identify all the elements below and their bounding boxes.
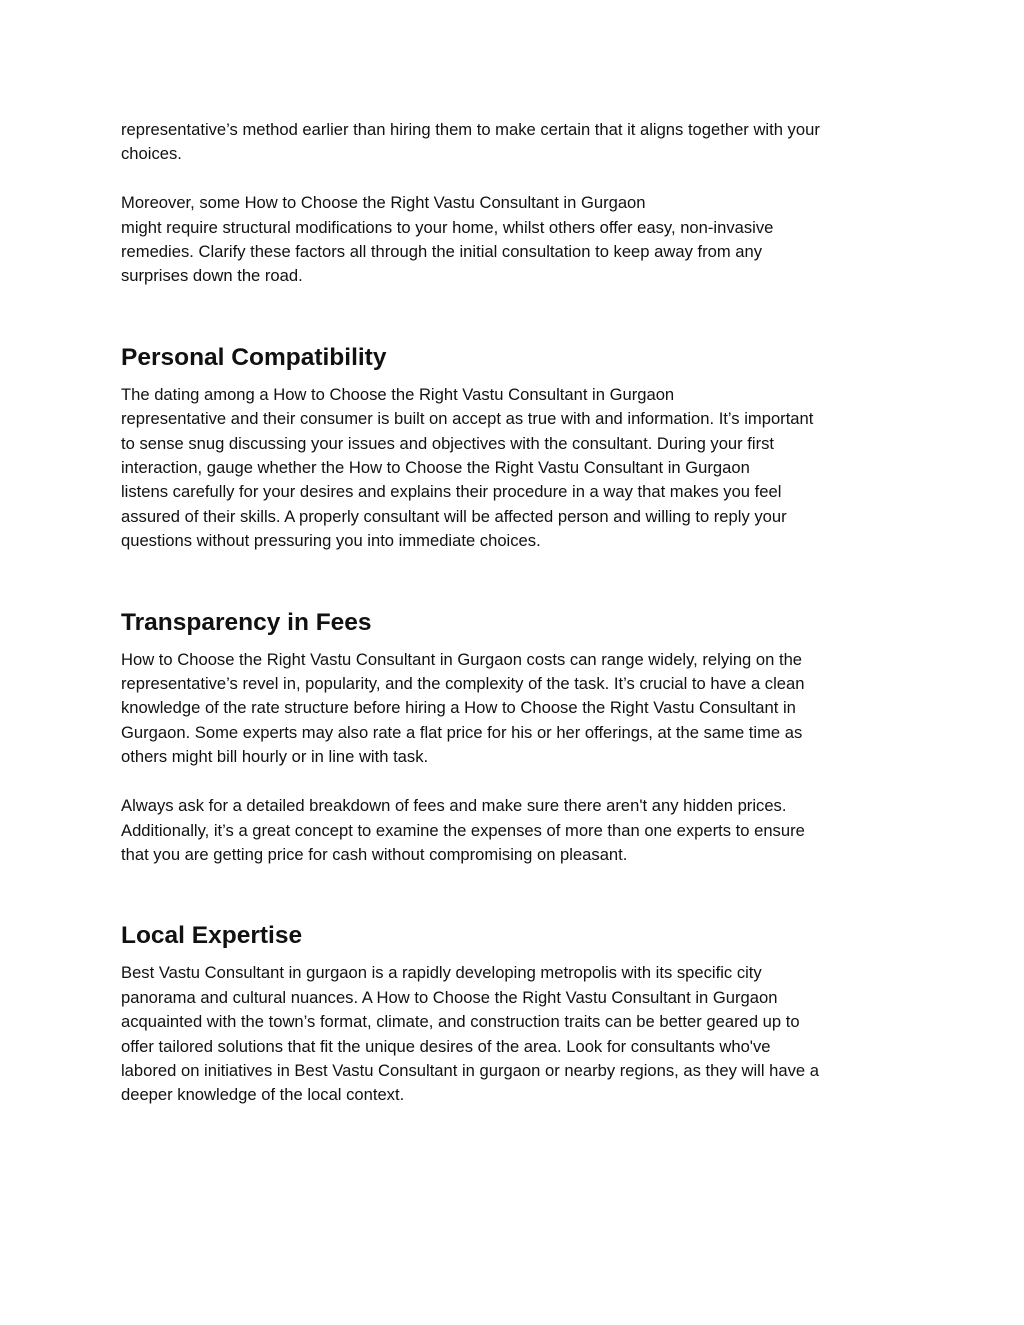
text-line: others might bill hourly or in line with task. [121,747,429,767]
text-line: Additionally, it’s a great concept to examine the expenses of more than one experts to ensure [121,820,805,840]
document-page [121,118,911,1108]
text-line: to sense snug discussing your issues and objectives with the consultant. During your first [121,433,775,453]
text-line: deeper knowledge of the local context. [121,1085,405,1105]
heading-local-expertise: Local Expertise [121,922,303,950]
text-line: representative’s revel in, popularity, and the complexity of the task. It’s crucial to have a clean [121,674,805,694]
text-line: panorama and cultural nuances. A How to Choose the Right Vastu Consultant in Gurgaon [121,987,778,1007]
text-line: listens carefully for your desires and explains their procedure in a way that makes you feel [121,482,782,502]
text-line: labored on initiatives in Best Vastu Consultant in gurgaon or nearby regions, as they will have a [121,1060,819,1080]
text-line: offer tailored solutions that fit the unique desires of the area. Look for consultants who've [121,1036,771,1056]
text-line: choices. [121,144,182,164]
text-line: Moreover, some How to Choose the Right Vastu Consultant in Gurgaon [121,193,646,213]
text-line: interaction, gauge whether the How to Choose the Right Vastu Consultant in Gurgaon [121,458,750,478]
text-line: might require structural modifications to your home, whilst others offer easy, non-invasive [121,217,774,237]
text-line: representative’s method earlier than hiring them to make certain that it aligns together with your [121,120,820,139]
local-paragraph [121,961,911,1107]
text-line: Gurgaon. Some experts may also rate a flat price for his or her offerings, at the same time as [121,722,803,742]
text-line: representative and their consumer is built on accept as true with and information. It’s important [121,409,814,429]
compatibility-paragraph [121,383,911,554]
fees-paragraph-2 [121,794,911,867]
fees-paragraph-1 [121,648,911,770]
text-line: assured of their skills. A properly consultant will be affected person and willing to reply your [121,506,787,526]
text-line: acquainted with the town’s format, climate, and construction traits can be better geared up to [121,1012,800,1032]
text-line: Best Vastu Consultant in gurgaon is a rapidly developing metropolis with its specific city [121,963,762,983]
text-line: surprises down the road. [121,266,303,286]
text-line: remedies. Clarify these factors all through the initial consultation to keep away from any [121,242,763,262]
heading-personal-compatibility: Personal Compatibility [121,343,387,371]
text-line: knowledge of the rate structure before hiring a How to Choose the Right Vastu Consultant in [121,698,796,718]
text-line: How to Choose the Right Vastu Consultant in Gurgaon costs can range widely, relying on the [121,649,803,669]
heading-transparency-in-fees: Transparency in Fees [121,608,372,636]
intro-paragraph-2 [121,191,911,289]
intro-paragraph-1 [121,118,911,167]
text-line: Always ask for a detailed breakdown of fees and make sure there aren't any hidden prices. [121,796,787,816]
text-line: questions without pressuring you into immediate choices. [121,531,541,551]
text-line: that you are getting price for cash without compromising on pleasant. [121,844,628,864]
text-line: The dating among a How to Choose the Right Vastu Consultant in Gurgaon [121,384,675,404]
